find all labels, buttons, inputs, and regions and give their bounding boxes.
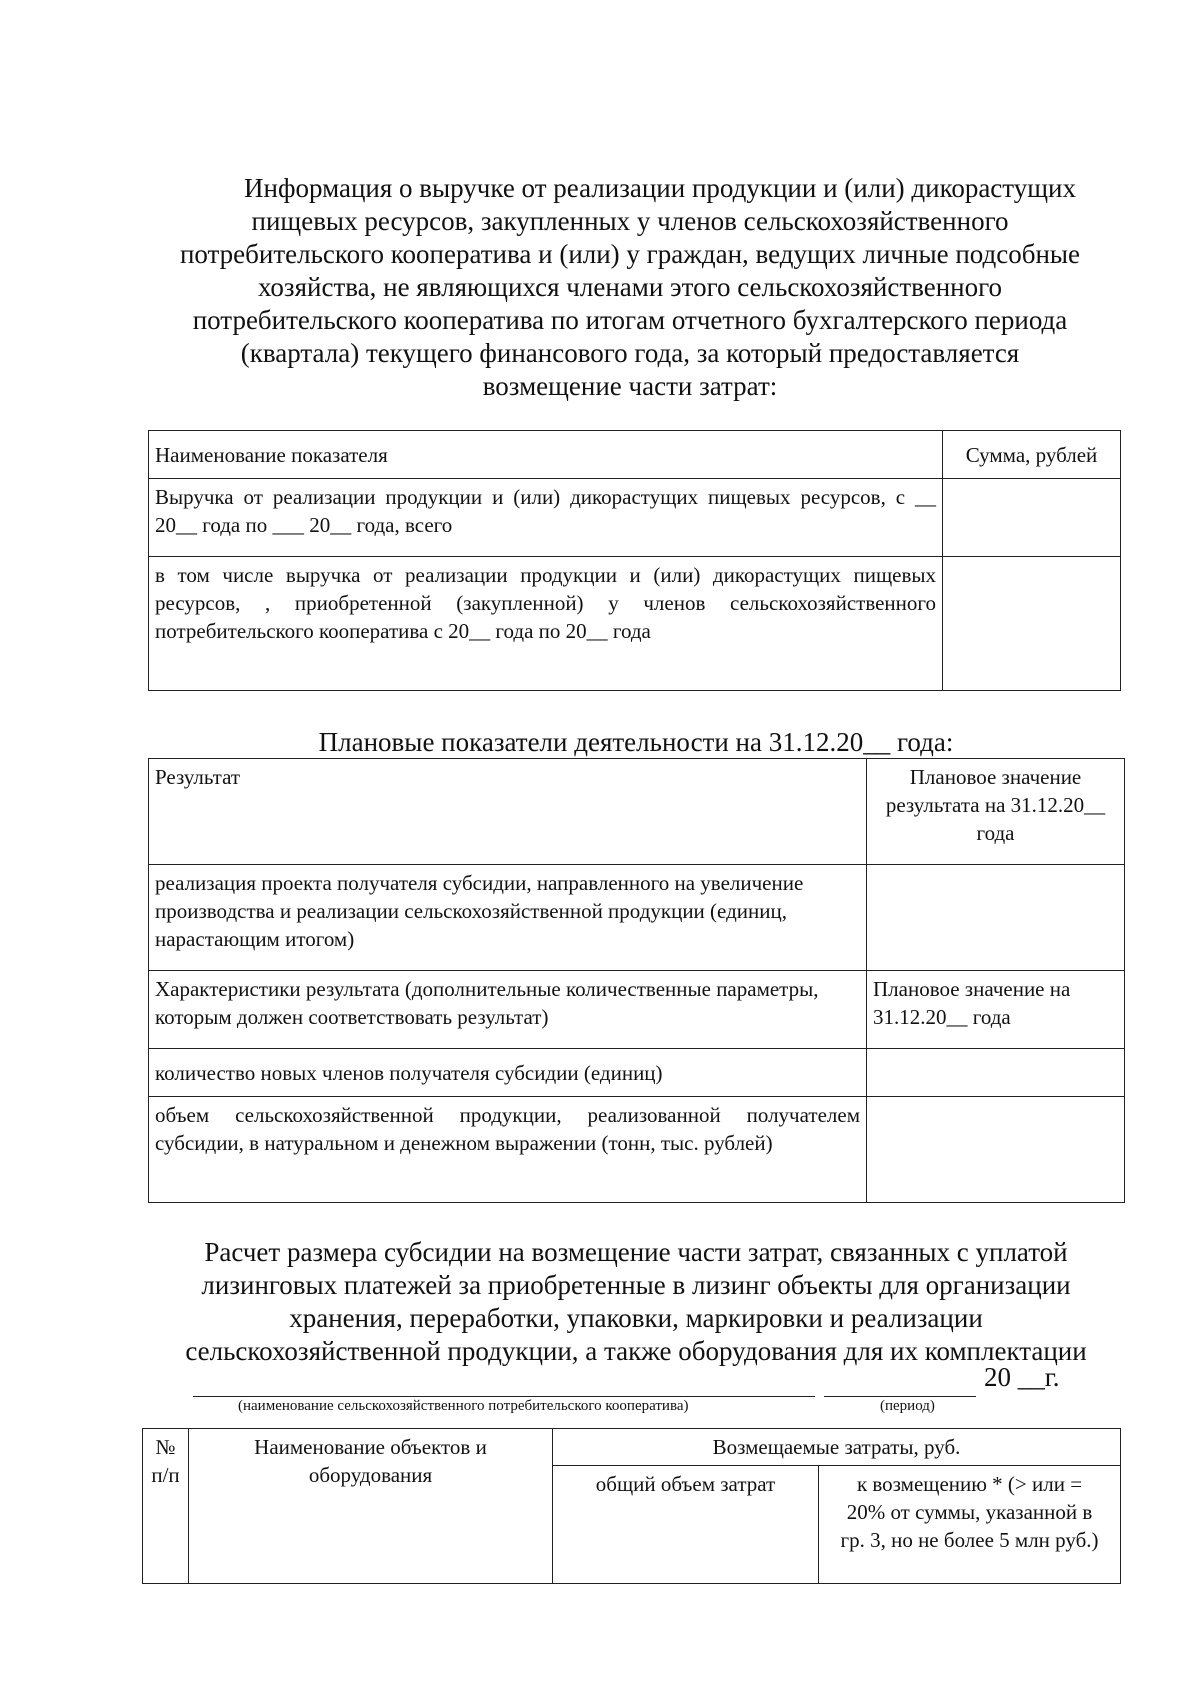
section3-title-line: Расчет размера субсидии на возмещение части затрат, связанных с уплатой (204, 1237, 1068, 1267)
section1-title-line: хозяйства, не являющихся членами этого сельскохозяйственного (257, 272, 1003, 302)
section1-title-line: возмещение части затрат: (482, 371, 778, 401)
revenue-table (148, 430, 1121, 691)
section1-title (140, 172, 1120, 403)
section3-title-line: хранения, переработки, упаковки, маркировки и реализации (289, 1303, 983, 1333)
result-project-value[interactable] (867, 865, 1125, 971)
header-sum: Сумма, рублей (943, 431, 1121, 479)
new-members-label: количество новых членов получателя субсидии (единиц) (149, 1049, 867, 1097)
revenue-members-label: в том числе выручка от реализации продукции и (или) дикорастущих пищевых ресурсов, , приобретенной (закупленной) у членов сельскохозяйственного потребительского кооператива с 20__ года по 20__ года (149, 557, 943, 691)
section1-title-line: Информация о выручке от реализации продукции и (или) дикорастущих (244, 173, 1076, 203)
table-row (149, 479, 1121, 557)
revenue-total-value[interactable] (943, 479, 1121, 557)
revenue-members-value[interactable] (943, 557, 1121, 691)
header-total-costs: общий объем затрат (553, 1466, 819, 1584)
table-row (149, 1097, 1125, 1203)
product-volume-value[interactable] (867, 1097, 1125, 1203)
table-row (149, 759, 1125, 865)
new-members-value[interactable] (867, 1049, 1125, 1097)
section3-title-line: лизинговых платежей за приобретенные в лизинг объекты для организации (201, 1270, 1071, 1300)
header-object-name: Наименование объектов и оборудования (189, 1429, 553, 1584)
section3-title (148, 1236, 1124, 1368)
revenue-total-label: Выручка от реализации продукции и (или) дикорастущих пищевых ресурсов, с __ 20__ года по ___ 20__ года, всего (149, 479, 943, 557)
result-project-label: реализация проекта получателя субсидии, направленного на увеличение производства и реализации сельскохозяйственной продукции (единиц, нарастающим итогом) (149, 865, 867, 971)
section1-title-line: потребительского кооператива и (или) у граждан, ведущих личные подсобные (179, 239, 1081, 269)
section2-title (148, 726, 1124, 759)
header-indicator-name: Наименование показателя (149, 431, 943, 479)
product-volume-label: объем сельскохозяйственной продукции, реализованной получателем субсидии, в натуральном и денежном выражении (тонн, тыс. рублей) (149, 1097, 867, 1203)
section3-title-line: сельскохозяйственной продукции, а также оборудования для их комплектации (185, 1336, 1087, 1366)
header-row-number: № п/п (143, 1429, 189, 1584)
period-blank[interactable] (824, 1372, 976, 1397)
table-row (149, 1049, 1125, 1097)
header-plan-value: Плановое значение результата на 31.12.20__ года (867, 759, 1125, 865)
table-row (149, 557, 1121, 691)
section1-title-line: (квартала) текущего финансового года, за который предоставляется (240, 338, 1020, 368)
caption-period: (период) (880, 1398, 935, 1414)
result-characteristics-label: Характеристики результата (дополнительные количественные параметры, которым должен соответствовать результат) (149, 971, 867, 1049)
header-to-reimburse: к возмещению * (> или = 20% от суммы, указанной в гр. 3, но не более 5 млн руб.) (819, 1466, 1121, 1584)
caption-org-name: (наименование сельскохозяйственного потребительского кооператива) (238, 1398, 689, 1414)
table-row (149, 431, 1121, 479)
subsidy-calc-table (142, 1428, 1121, 1584)
result-characteristics-plan: Плановое значение на 31.12.20__ года (867, 971, 1125, 1049)
header-result: Результат (149, 759, 867, 865)
header-reimbursable-costs: Возмещаемые затраты, руб. (553, 1429, 1121, 1466)
table-row (143, 1429, 1121, 1466)
table-row (149, 865, 1125, 971)
org-name-blank[interactable] (193, 1372, 815, 1397)
section1-title-line: пищевых ресурсов, закупленных у членов сельскохозяйственного (251, 206, 1009, 236)
section2-title-text: Плановые показатели деятельности на 31.12.20__ года: (318, 727, 954, 757)
table-row (149, 971, 1125, 1049)
plan-indicators-table (148, 758, 1125, 1203)
section1-title-line: потребительского кооператива по итогам отчетного бухгалтерского периода (192, 305, 1068, 335)
year-text: 20 __г. (984, 1362, 1060, 1392)
